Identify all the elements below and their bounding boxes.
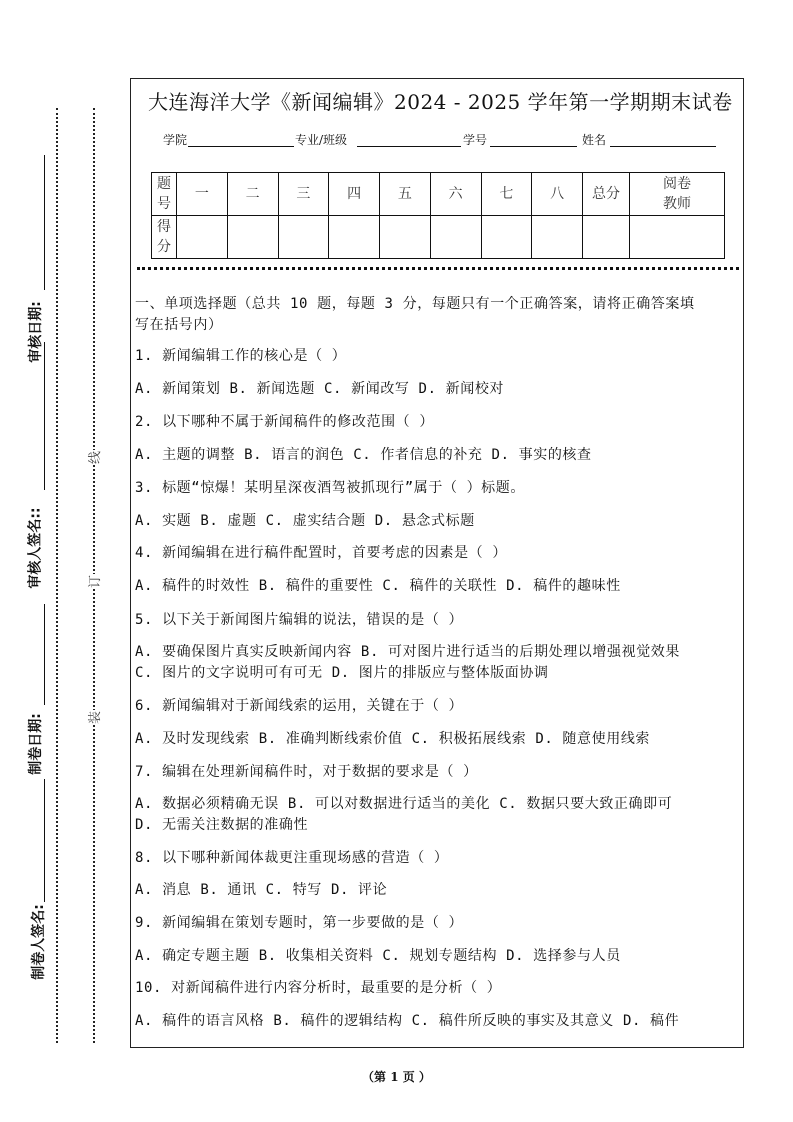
student-id-label: 学号 xyxy=(463,133,488,147)
score-cell[interactable] xyxy=(278,216,329,259)
question-9: 9. 新闻编辑在策划专题时，第一步要做的是（ ） xyxy=(135,915,464,931)
section-heading-cont: 写在括号内） xyxy=(135,317,223,333)
question-7: 7. 编辑在处理新闻稿件时，对于数据的要求是（ ） xyxy=(135,764,478,780)
college-label: 学院 xyxy=(163,133,188,147)
question-3-options: A. 实题 B. 虚题 C. 虚实结合题 D. 悬念式标题 xyxy=(135,513,475,529)
question-10: 10. 对新闻稿件进行内容分析时，最重要的是分析（ ） xyxy=(135,980,502,996)
college-field[interactable] xyxy=(188,146,294,147)
preparer-sign-label: 制卷人签名: xyxy=(30,904,47,980)
header-cell: 八 xyxy=(532,173,583,216)
question-8-options: A. 消息 B. 通讯 C. 特写 D. 评论 xyxy=(135,882,388,898)
question-2-options: A. 主题的调整 B. 语言的润色 C. 作者信息的补充 D. 事实的核查 xyxy=(135,447,592,463)
question-9-options: A. 确定专题主题 B. 收集相关资料 C. 规划专题结构 D. 选择参与人员 xyxy=(135,948,621,964)
student-id-field[interactable] xyxy=(490,146,577,147)
question-7-options-d: D. 无需关注数据的准确性 xyxy=(135,817,309,833)
header-cell: 阅卷 教师 xyxy=(630,173,725,216)
review-date-label: 审核日期: xyxy=(27,301,44,363)
score-cell[interactable] xyxy=(532,216,583,259)
question-2: 2. 以下哪种不属于新闻稿件的修改范围（ ） xyxy=(135,414,434,430)
score-cell[interactable] xyxy=(227,216,278,259)
binding-mark-bind: 装 xyxy=(84,710,103,725)
separator-dotted-line xyxy=(137,267,739,270)
question-5-options-cd: C. 图片的文字说明可有可无 D. 图片的排版应与整体版面协调 xyxy=(135,665,549,681)
question-8: 8. 以下哪种新闻体裁更注重现场感的营造（ ） xyxy=(135,850,449,866)
binding-mark-line: 线 xyxy=(84,450,103,465)
score-cell[interactable] xyxy=(430,216,481,259)
score-cell[interactable] xyxy=(583,216,630,259)
section-heading: 一、单项选择题（总共 10 题，每题 3 分，每题只有一个正确答案，请将正确答案填 xyxy=(135,296,695,312)
question-1-options: A. 新闻策划 B. 新闻选题 C. 新闻改写 D. 新闻校对 xyxy=(135,381,505,397)
header-cell: 二 xyxy=(227,173,278,216)
preparer-sign-underline xyxy=(44,779,45,902)
header-cell: 题 号 xyxy=(152,173,177,216)
question-1: 1. 新闻编辑工作的核心是（ ） xyxy=(135,348,347,364)
score-cell[interactable] xyxy=(177,216,228,259)
major-class-label: 专业/班级 xyxy=(295,133,348,147)
question-4: 4. 新闻编辑在进行稿件配置时，首要考虑的因素是（ ） xyxy=(135,545,507,561)
exam-title: 大连海洋大学《新闻编辑》2024 - 2025 学年第一学期期末试卷 xyxy=(148,90,733,114)
header-cell: 七 xyxy=(481,173,532,216)
header-cell: 三 xyxy=(278,173,329,216)
question-7-options-abc: A. 数据必须精确无误 B. 可以对数据进行适当的美化 C. 数据只要大致正确即可 xyxy=(135,796,673,812)
score-cell[interactable] xyxy=(630,216,725,259)
major-class-field[interactable] xyxy=(357,146,461,147)
name-field[interactable] xyxy=(610,146,716,147)
prepare-date-underline xyxy=(44,604,45,705)
score-cell[interactable] xyxy=(481,216,532,259)
page-number: （第 1 页 ） xyxy=(362,1070,431,1084)
question-5: 5. 以下关于新闻图片编辑的说法，错误的是（ ） xyxy=(135,612,464,628)
question-6: 6. 新闻编辑对于新闻线索的运用，关键在于（ ） xyxy=(135,698,464,714)
binding-dotted-line-outer xyxy=(56,108,58,1043)
binding-mark-staple: 订 xyxy=(84,574,103,589)
question-6-options: A. 及时发现线索 B. 准确判断线索价值 C. 积极拓展线索 D. 随意使用线索 xyxy=(135,731,651,747)
score-row-label: 得 分 xyxy=(152,216,177,259)
header-cell: 总分 xyxy=(583,173,630,216)
question-5-options-ab: A. 要确保图片真实反映新闻内容 B. 可对图片进行适当的后期处理以增强视觉效果 xyxy=(135,644,680,660)
score-table-score-row xyxy=(152,216,725,259)
prepare-date-label: 制卷日期: xyxy=(27,713,44,775)
question-10-options: A. 稿件的语言风格 B. 稿件的逻辑结构 C. 稿件所反映的事实及其意义 D. 稿件 xyxy=(135,1013,680,1029)
header-cell: 四 xyxy=(329,173,380,216)
score-cell[interactable] xyxy=(380,216,431,259)
name-label: 姓名 xyxy=(582,133,607,147)
score-table xyxy=(151,172,725,259)
header-cell: 五 xyxy=(380,173,431,216)
score-cell[interactable] xyxy=(329,216,380,259)
reviewer-sign-underline xyxy=(44,342,45,490)
question-4-options: A. 稿件的时效性 B. 稿件的重要性 C. 稿件的关联性 D. 稿件的趣味性 xyxy=(135,578,621,594)
review-date-underline xyxy=(44,155,45,290)
score-table-header-row xyxy=(152,173,725,216)
reviewer-sign-label: 审核人签名:: xyxy=(27,507,44,589)
question-3: 3. 标题“惊爆！某明星深夜酒驾被抓现行”属于（ ）标题。 xyxy=(135,480,525,496)
header-cell: 一 xyxy=(177,173,228,216)
header-cell: 六 xyxy=(430,173,481,216)
